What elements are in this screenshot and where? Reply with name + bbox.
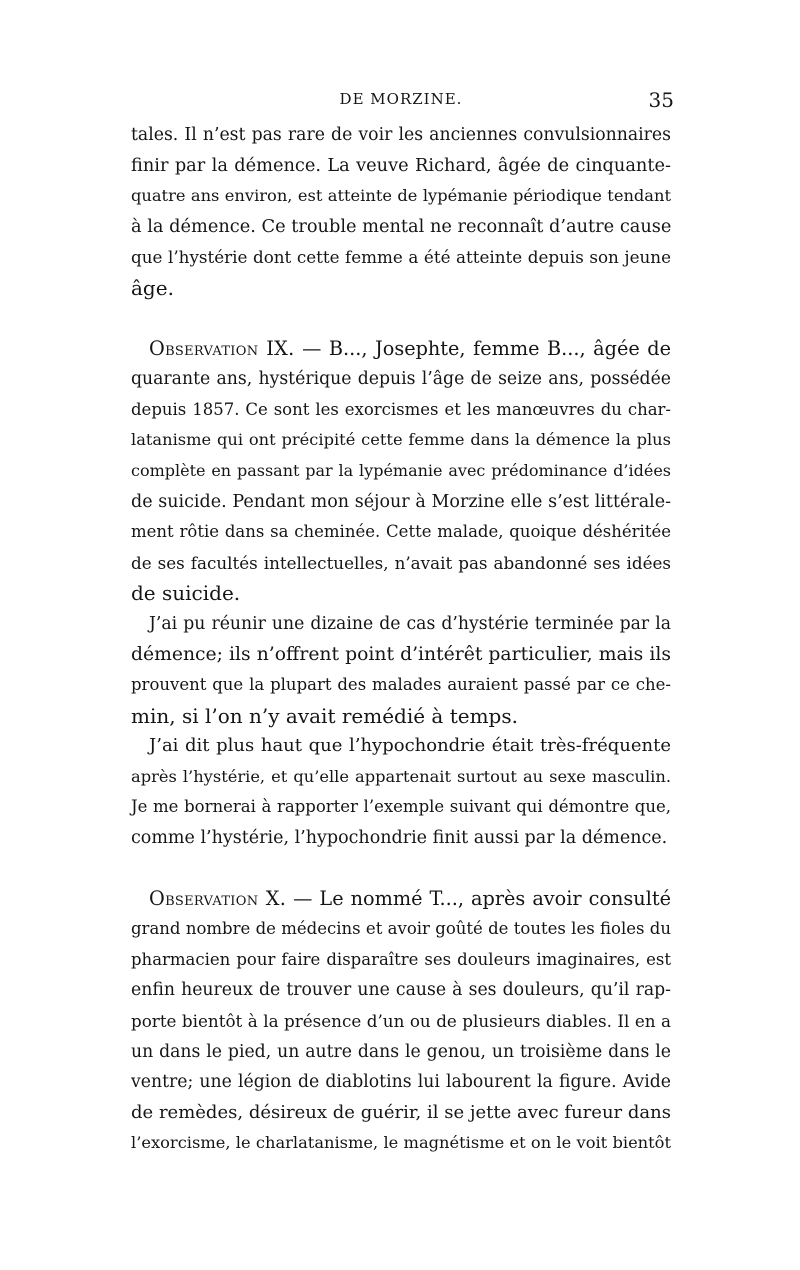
page-number: 35: [648, 88, 674, 112]
text-line: latanisme qui ont précipité cette femme dans la démence la plus: [131, 430, 671, 450]
text-line: porte bientôt à la présence d’un ou de plusieurs diables. Il en a: [131, 1011, 671, 1032]
text-line: de remèdes, désireux de guérir, il se jette avec fureur dans: [131, 1101, 671, 1123]
text-line: tales. Il n’est pas rare de voir les anciennes convulsionnaires: [131, 125, 671, 145]
observation-label: Observation X.: [149, 886, 287, 910]
observation-lead: — Le nommé T..., après avoir consulté: [286, 886, 671, 910]
observation-first-line: [131, 884, 671, 915]
text-line: enfin heureux de trouver une cause à ses douleurs, qu’il rap-: [131, 980, 671, 1001]
observation-first-line: [131, 334, 671, 365]
text-line: ventre; une légion de diablotins lui labourent la figure. Avide: [131, 1072, 671, 1093]
text-line: âge.: [131, 275, 174, 300]
text-line: J’ai pu réunir une dizaine de cas d’hystérie terminée par la: [149, 613, 671, 634]
text-line: quatre ans environ, est atteinte de lypémanie périodique tendant: [131, 186, 671, 206]
text-line: grand nombre de médecins et avoir goûté de toutes les fioles du: [131, 919, 671, 939]
text-line: pharmacien pour faire disparaître ses douleurs imaginaires, est: [131, 949, 671, 969]
text-line: J’ai dit plus haut que l’hypochondrie était très-fréquente: [149, 735, 671, 757]
observation-ix: [131, 334, 671, 609]
page-header: [131, 88, 674, 120]
observation-lead: — B..., Josephte, femme B..., âgée de: [294, 336, 672, 360]
text-line: quarante ans, hystérique depuis l’âge de seize ans, possédée: [131, 369, 671, 390]
text-line: de suicide. Pendant mon séjour à Morzine elle s’est littérale-: [131, 491, 671, 512]
body-text: [131, 120, 671, 1159]
text-line: un dans le pied, un autre dans le genou, un troisième dans le: [131, 1041, 671, 1062]
text-line: de ses facultés intellectuelles, n’avait pas abandonné ses idées: [131, 552, 671, 573]
paragraph-hypochondria: [131, 731, 671, 853]
text-line: complète en passant par la lypémanie avec prédominance d’idées: [131, 460, 671, 480]
text-line: après l’hystérie, et qu’elle appartenait surtout au sexe masculin.: [131, 766, 671, 786]
text-line: depuis 1857. Ce sont les exorcismes et les manœuvres du char-: [131, 399, 671, 419]
observation-label: Observation IX.: [149, 336, 295, 360]
book-page: [131, 88, 674, 1159]
text-line: comme l’hystérie, l’hypochondrie finit aussi par la démence.: [131, 828, 668, 849]
observation-x: [131, 884, 671, 1159]
paragraph-continuation: [131, 120, 671, 304]
paragraph-cases: [131, 609, 671, 731]
text-line: l’exorcisme, le charlatanisme, le magnétisme et on le voit bientôt: [131, 1133, 671, 1153]
text-line: de suicide.: [131, 581, 241, 606]
text-line: min, si l’on n’y avait remédié à temps.: [131, 703, 518, 728]
text-line: que l’hystérie dont cette femme a été atteinte depuis son jeune: [131, 247, 671, 268]
text-line: prouvent que la plupart des malades auraient passé par ce che-: [131, 675, 671, 695]
text-line: finir par la démence. La veuve Richard, âgée de cinquante-: [131, 155, 671, 176]
text-line: à la démence. Ce trouble mental ne reconnaît d’autre cause: [131, 216, 672, 237]
text-line: ment rôtie dans sa cheminée. Cette malade, quoique déshéritée: [131, 522, 671, 542]
text-line: Je me bornerai à rapporter l’exemple suivant qui démontre que,: [131, 797, 671, 817]
text-line: démence; ils n’offrent point d’intérêt particulier, mais ils: [131, 643, 671, 665]
running-title: DE MORZINE.: [339, 90, 463, 108]
